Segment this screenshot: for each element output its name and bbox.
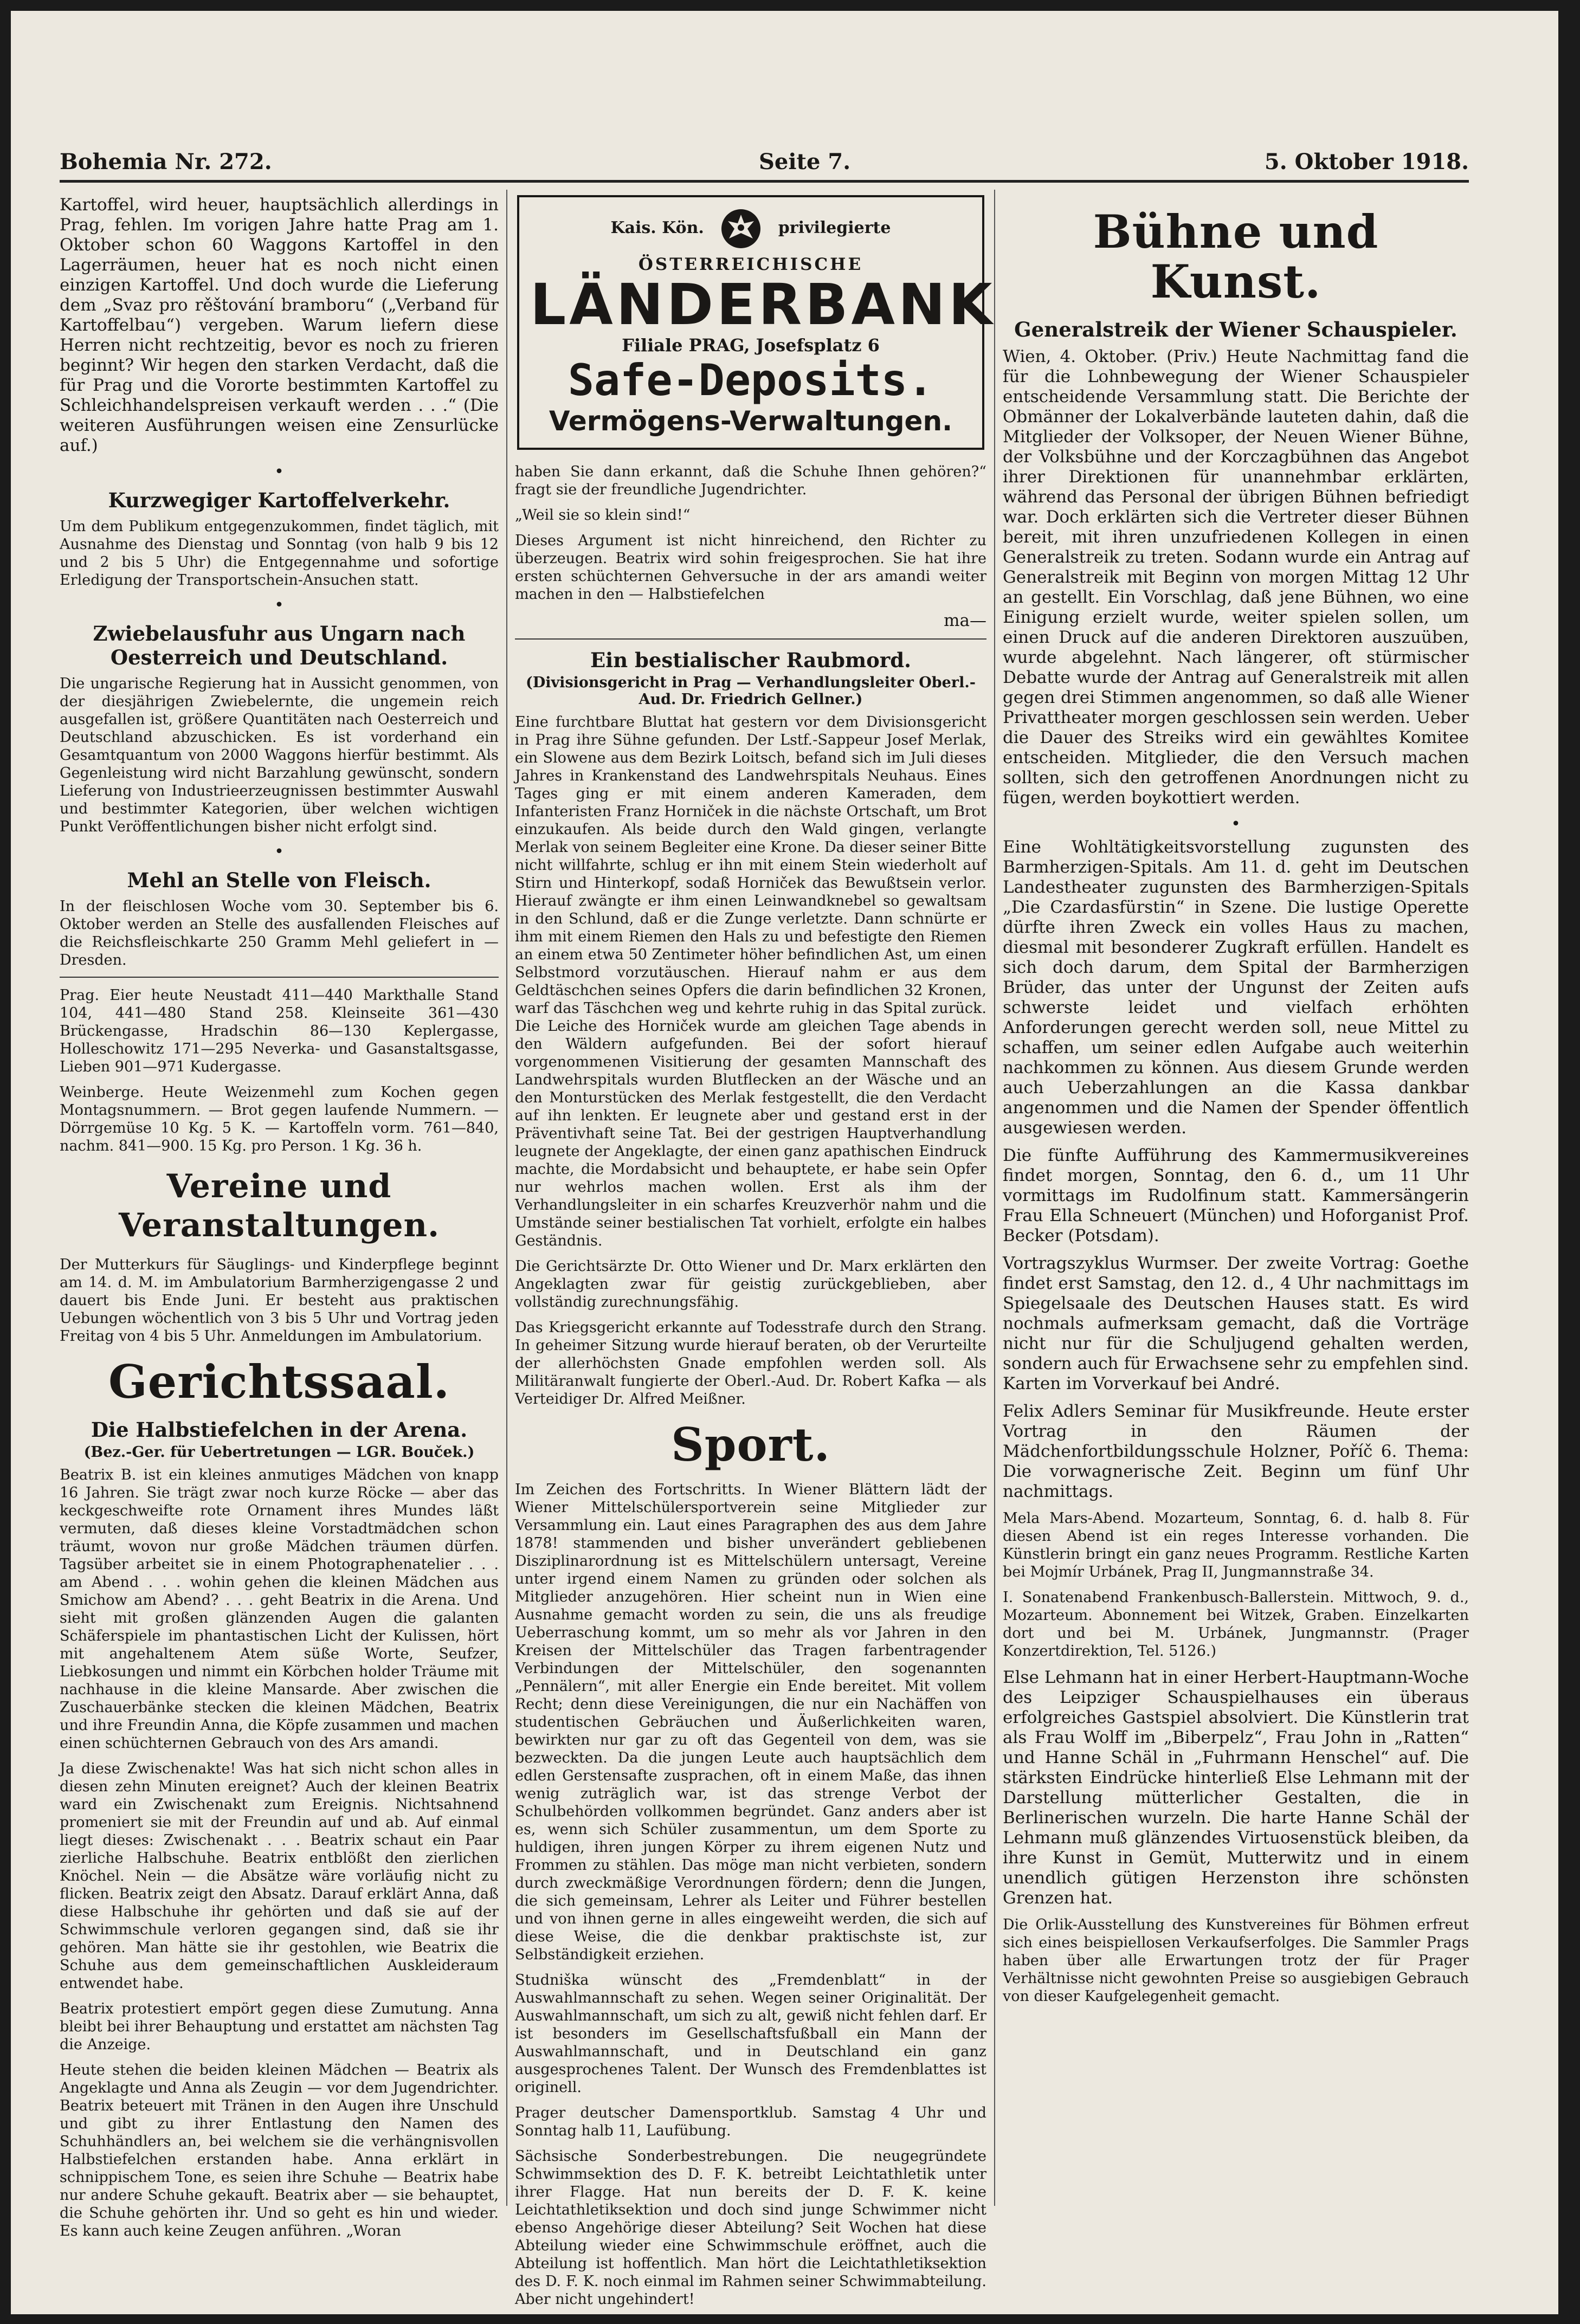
article-text: Das Kriegsgericht erkannte auf Todesstrafe durch den Strang. In geheimer Sitzung wurde hierauf beraten, ob der Verurteilte der allerhöchsten Gnade empfohlen werden soll. Als Militäranwalt fungierte der Oberl.-Aud. Dr. Robert Kafka — als Verteidiger Dr. Alfred Meißner. [515,1319,986,1408]
article-heading: Zwiebelausfuhr aus Ungarn nach Oesterreich und Deutschland. [93,622,466,669]
separator-dot: • [274,842,284,861]
article-text: Die ungarische Regierung hat in Aussicht genommen, von der diesjährigen Zwiebelernte, die ungemein reich ausgefallen ist, größere Quantitäten nach Oesterreich und Deutschland abzuschicken. Es ist vorderhand ein Gesamtquantum von 2000 Waggons hierfür bestimmt. Als Gegenleistung wird nicht Barzahlung gewünscht, sondern Lieferung von Industrieerzeugnissen bestimmter Auswahl und bestimmter Kategorien, über welchen wichtigen Punkt Veröffentlichungen bisher nicht erfolgt sind. [60,675,499,835]
article-text: Wien, 4. Oktober. (Priv.) Heute Nachmittag fand die für die Lohnbewegung der Wiener Schauspieler entscheidende Versammlung statt. Die Berichte der Obmänner der Lokalverbände lauteten dahin, daß die Mitglieder der Volksoper, der Neuen Wiener Bühne, der Volksbühne und der Korczagbühnen das Angebot ihrer Direktionen für unannehmbar erklärten, während das Personal der übrigen Bühnen befriedigt war. Doch erklärten sich die Vertreter dieser Bühnen bereit, mit ihren unzufriedenen Kollegen in einen Generalstreik zu treten. Sodann wurde ein Antrag auf Generalstreik mit Beginn von morgen Mittag 12 Uhr an gestellt. Ein Vorschlag, daß jene Bühnen, wo eine Einigung erzielt wurde, weiter spielen sollen, um einen Druck auf die anderen Direktoren auszuüben, wurde abgelehnt. Nach längerer, oft stürmischer Debatte wurde der Antrag auf Generalstreik mit allen gegen drei Stimmen angenommen, so daß alle Wiener Privattheater morgen geschlossen sein werden. Ueber die Dauer des Streiks wird ein gewähltes Komitee entscheiden. Mitglieder, die den Versuch machen sollten, sich den getroffenen Anordnungen nicht zu fügen, werden boykottiert werden. [1003,347,1469,808]
ad-text: privilegierte [778,218,891,237]
article-text: Vortragszyklus Wurmser. Der zweite Vortrag: Goethe findet erst Samstag, den 12. d., 4 Uhr nachmittags im Spiegelsaale des Deutschen Hauses statt. Es wird nochmals aufmerksam gemacht, daß die Vorträge nicht nur für die Schuljugend gehalten werden, sondern auch für Erwachsene sehr zu empfehlen sind. Karten im Vorverkauf bei André. [1003,1254,1469,1393]
article-text: Weinberge. Heute Weizenmehl zum Kochen gegen Montagsnummern. — Brot gegen laufende Nummern. — Dörrgemüse 10 Kg. 5 K. — Kartoffeln vorm. 761—840, nachm. 841—900. 15 Kg. pro Person. 1 Kg. 36 h. [60,1084,499,1154]
article-text: I. Sonatenabend Frankenbusch-Ballerstein. Mittwoch, 9. d., Mozarteum. Abonnement bei Witzek, Graben. Einzelkarten dort und bei M. Urbánek, Jungmannstr. (Prager Konzertdirektion, Tel. 5126.) [1003,1589,1469,1660]
article-text: Der Mutterkurs für Säuglings- und Kinderpflege beginnt am 14. d. M. im Ambulatorium Barmherzigengasse 2 und dauert bis Ende Juni. Er besteht aus praktischen Uebungen wöchentlich von 3 bis 5 Uhr und Vortrag jeden Freitag von 4 bis 5 Uhr. Anmeldungen im Ambulatorium. [60,1256,499,1345]
article-text: haben Sie dann erkannt, daß die Schuhe Ihnen gehören?“ fragt sie der freundliche Jugendrichter. [515,463,986,498]
article-text: Um dem Publikum entgegenzukommen, findet täglich, mit Ausnahme des Dienstag und Sonntag (von halb 9 bis 12 und 2 bis 5 Uhr) die Entgegennahme und sofortige Erledigung der Transportschein-Ansuchen statt. [60,518,499,589]
eagle-emblem-icon [719,207,763,250]
ad-bank-name: LÄNDERBANK [530,272,996,338]
article-text: Eine furchtbare Bluttat hat gestern vor dem Divisionsgericht in Prag ihre Sühne gefunden. Der Lstf.-Sappeur Josef Merlak, ein Slowene aus dem Bezirk Loitsch, befand sich im Juli dieses Jahres in Krankenstand des Landwehrspitals Neuhaus. Eines Tages ging er mit einem anderen Kameraden, dem Infanteristen Franz Horniček in die nächste Ortschaft, um Brot einzukaufen. Als beide durch den Wald gingen, verlangte Merlak von seinem Begleiter eine Krone. Da dieser seiner Bitte nicht willfahrte, schlug er ihn mit einem Stein wiederholt auf Stirn und Hinterkopf, sodaß Horniček das Bewußtsein verlor. Hierauf zwängte er ihm einen Leinwandknebel so gewaltsam in den Schlund, daß er die Zunge verletzte. Dann schnürte er ihm mit einem Riemen den Hals zu und befestigte den Riemen an einem etwa 50 Zentimeter höher befindlichen Ast, um einen Selbstmord vorzutäuschen. Hierauf nahm er aus dem Geldtäschchen seines Opfers die darin befindlichen 32 Kronen, warf das Täschchen weg und kehrte ruhig in das Spital zurück. Die Leiche des Horniček wurde am gleichen Tage abends in den Wäldern aufgefunden. Bei der sofort hierauf vorgenommenen Visitierung der gesamten Mannschaft des Landwehrspitals wurden Blutflecken an der Wäsche und an den Monturstücken des Merlak festgestellt, die den Verdacht auf ihn lenkten. Er leugnete aber und gestand erst in der Präventivhaft seine Tat. Bei der gestrigen Hauptverhandlung leugnete der Angeklagte, der einen ganz apathischen Eindruck machte, die Mordabsicht und behauptete, er habe sein Opfer nur wehrlos machen wollen. Erst als ihm der Verhandlungsleiter in ein scharfes Kreuzverhör nahm und die Umstände seiner bestialischen Tat vorhielt, erfolgte ein halbes Geständnis. [515,714,986,1249]
article-byline: (Divisionsgericht in Prag — Verhandlungsleiter Oberl.-Aud. Dr. Friedrich Gellner.) [526,674,976,708]
newspaper-page [11,11,1558,2314]
article-text: Heute stehen die beiden kleinen Mädchen — Beatrix als Angeklagte und Anna als Zeugin — vor dem Jugendrichter. Beatrix beteuert mit Tränen in den Augen ihre Unschuld und gibt zu ihrer Entlastung den Namen des Schuhhändlers an, bei welchem sie die verhängnisvollen Halbstiefelchen erstanden habe. Anna erklärt in schnippischem Tone, es seien ihre Schuhe — Beatrix habe nur andere Schuhe gekauft. Beatrix aber — sie behauptet, die Schuhe gehörten ihr. Und so geht es hin und wieder. Es kann auch keine Zeugen anführen. „Woran [60,2062,499,2239]
bank-advertisement [517,195,996,450]
article-signature: ma— [944,611,986,630]
section-title: Vereine und Veranstaltungen. [118,1167,440,1244]
article-text: Dieses Argument ist nicht hinreichend, den Richter zu überzeugen. Beatrix wird sohin freigesprochen. Sie hat ihre ersten schüchternen Gehversuche in der ars amandi weiter machen in den — Halbstiefelchen [515,532,986,603]
article-text: „Weil sie so klein sind!“ [515,507,691,524]
article-text: Beatrix B. ist ein kleines anmutiges Mädchen von knapp 16 Jahren. Sie trägt zwar noch kurze Röcke — aber das keckgeschweifte rote Ornament ihres Mundes läßt vermuten, daß dieses kleine Vorstadtmädchen schon träumt, wovon nur große Mädchen träumen dürfen. Tagsüber arbeitet sie in einem Photographenatelier . . . am Abend . . . wohin gehen die kleinen Mädchen aus Smichow am Abend? . . . geht Beatrix in die Arena. Und sieht mit großen glänzenden Augen die galanten Schäferspiele im phantastischen Licht der Kulissen, hört mit angehaltenem Atem süße Worte, Seufzer, Liebkosungen und nimmt ein Körbchen holder Träume mit nachhause in die kleine Mansarde. Aber zwischen die Zuschauerbänke stecken die kleinen Mädchen, Beatrix und ihre Freundin Anna, die Köpfe zusammen und machen einen schüchternen Gebrauch von des Ars amandi. [60,1467,499,1752]
separator-dot: • [274,462,284,481]
section-title: Gerichtssaal. [108,1355,450,1409]
header-page-number: Seite 7. [759,149,851,175]
divider-line [60,977,499,978]
article-text: Die Orlik-Ausstellung des Kunstvereines für Böhmen erfreut sich eines beispiellosen Verkaufserfolges. Die Sammler Prags haben über alle Erwartungen trotz der für Prager Verhältnisse nicht gewohnten Preise so ausgiebigen Gebrauch von dieser Kaufgelegenheit gemacht. [1003,1916,1469,2005]
ad-address: Filiale PRAG, Josefsplatz 6 [622,335,880,356]
ad-text: Kais. Kön. [610,218,704,237]
article-byline: (Bez.-Ger. für Uebertretungen — LGR. Bouček.) [83,1444,475,1461]
article-text: Sächsische Sonderbestrebungen. Die neugegründete Schwimmsektion des D. F. K. betreibt Leichtathletik unter ihrer Flagge. Hat nun bereits der D. F. K. keine Leichtathletiksektion und doch sind junge Schwimmer nicht ebenso Angehörige dieser Abteilung? Seit Wochen hat diese Abteilung wieder eine Schwimmschule eröffnet, auch die Abteilung ist hoffentlich. Man hört die Leichtathletiksektion des D. F. K. noch einmal im Rahmen seiner Schwimmabteilung. Aber nicht ungehindert! [515,2148,986,2308]
article-text: Die fünfte Aufführung des Kammermusikvereines findet morgen, Sonntag, den 6. d., um 11 Uhr vormittags im Rudolfinum statt. Kammersängerin Frau Ella Schneuert (München) und Hoforganist Prof. Becker (Potsdam). [1003,1146,1469,1245]
article-text: In der fleischlosen Woche vom 30. September bis 6. Oktober werden an Stelle des ausfallenden Fleisches auf die Reichsfleischkarte 250 Gramm Mehl geliefert in — Dresden. [60,898,499,969]
article-text: Kartoffel, wird heuer, hauptsächlich allerdings in Prag, fehlen. Im vorigen Jahre hatte Prag am 1. Oktober schon 60 Waggons Kartoffel in den Lagerräumen, heuer hat es noch nicht einen einzigen Kartoffel. Und doch wurde die Lieferung dem „Svaz pro rěštování bramboru“ („Verband für Kartoffelbau“) vergeben. Warum liefern diese Herren nicht rechtzeitig, bevor es noch zu frieren beginnt? Wir hegen den starken Verdacht, daß die für Prag und die Vororte bestimmten Kartoffel zu Schleichhandelspreisen verkauft werden . . .“ (Die weiteren Ausführungen weisen eine Zensurlücke auf.) [60,195,499,455]
header-rule [60,180,1469,183]
page-header [60,149,1469,182]
article-text: Studniška wünscht des „Fremdenblatt“ in der Auswahlmannschaft zu sehen. Wegen seiner Originalität. Der Auswahlmannschaft, um sich zu alt, gewiß nicht fehlen darf. Er ist besonders im Gesellschaftsfußball ein Mann der Auswahlmannschaft, und in Deutschland ein ganz ausgesprochenes Talent. Der Wunsch des Fremdenblattes ist originell. [515,1972,986,2096]
header-paper-issue: Bohemia Nr. 272. [60,149,272,175]
article-text: Die Gerichtsärzte Dr. Otto Wiener und Dr. Marx erklärten den Angeklagten zwar für geistig zurückgeblieben, aber vollständig zurechnungsfähig. [515,1258,986,1311]
article-text: Mela Mars-Abend. Mozarteum, Sonntag, 6. d. halb 8. Für diesen Abend ist ein reges Interesse vorhanden. Die Künstlerin bringt ein ganz neues Programm. Restliche Karten bei Mojmír Urbánek, Prag II, Jungmannstraße 34. [1003,1510,1469,1580]
article-heading: Generalstreik der Wiener Schauspieler. [1014,318,1458,341]
article-text: Beatrix protestiert empört gegen diese Zumutung. Anna bleibt bei ihrer Behauptung und erstattet am nächsten Tag die Anzeige. [60,2000,499,2053]
article-heading: Die Halbstiefelchen in der Arena. [91,1418,468,1442]
article-heading: Mehl an Stelle von Fleisch. [127,868,431,892]
separator-dot: • [1231,815,1241,834]
column-right [1003,195,1469,2233]
divider-line [515,638,986,640]
article-text: Im Zeichen des Fortschritts. In Wiener Blättern lädt der Wiener Mittelschülersportverein seine Mitglieder zur Versammlung ein. Laut eines Paragraphen des aus dem Jahre 1878! stammenden und bisher unverändert gebliebenen Disziplinarordnung ist es Mittelschülern untersagt, Vereine unter irgend einem Namen zu gründen oder solchen als Mitglieder anzugehören. Hier scheint nun in Wien eine Ausnahme gemacht worden zu sein, die uns als freudige Ueberraschung kommt, um so mehr als vor Jahren in den Kreisen der Mittelschüler das Tragen farbentragender Verbindungen der Mittelschüler, den sogenannten „Pennälern“, mit aller Energie ein Ende bereitet. Mit vollem Recht; denn diese Vereinigungen, die nur ein Nachäffen von studentischen Gebräuchen und Äußerlichkeiten waren, bewirkten nur gar zu oft das Gegenteil von dem, was sie bezweckten. Da die jungen Leute auch hauptsächlich dem edlen Gerstensafte zusprachen, oft in einem Maße, das ihnen wenig zuträglich war, ist das strenge Verbot der Schulbehörden vollkommen begründet. Ganz anders aber ist es, wenn sich Schüler zusammentun, um dem Sporte zu huldigen, ihren jungen Körper zu ihrem eigenen Nutz und Frommen zu stählen. Das möge man nicht verbieten, sondern durch zweckmäßige Verordnungen fördern; denn die Jungen, die sich gemeinsam, Lehrer als Leiter und Führer bestellen und von ihnen gerne in alles eingeweiht werden, die sich auf diese Weise, die die denkbar praktischste ist, zur Selbständigkeit erziehen. [515,1481,986,1963]
section-title: Sport. [671,1418,830,1471]
section-title: Bühne und Kunst. [1093,205,1379,308]
column-middle [515,195,996,2308]
ad-text: ÖSTERREICHISCHE [638,255,863,274]
header-date: 5. Oktober 1918. [1264,149,1469,175]
article-text: Else Lehmann hat in einer Herbert-Hauptmann-Woche des Leipziger Schauspielhauses ein überaus erfolgreiches Gastspiel absolviert. Die Künstlerin trat als Frau Wolff im „Biberpelz“, Frau John in „Ratten“ und Hanne Schäl in „Fuhrmann Henschel“ auf. Die stärksten Eindrücke hinterließ Else Lehmann mit der Darstellung mütterlicher Gestalten, die in Berlinerischen wurzeln. Die harte Hanne Schäl der Lehmann muß glänzendes Virtuosenstück bleiben, da ihre Kunst in Gemüt, Mutterwitz und in einem unendlich gütigen Herzenston ihre schönsten Grenzen hat. [1003,1668,1469,1908]
article-heading: Ein bestialischer Raubmord. [590,648,912,672]
column-divider [994,190,995,2206]
article-text: Ja diese Zwischenakte! Was hat sich nicht schon alles in diesen zehn Minuten ereignet? Auch der kleinen Beatrix ward ein Zwischenakt zum Ereignis. Nichtsahnend promeniert sie mit der Freundin auf und ab. Auf einmal liegt dieses: Zwischenakt . . . Beatrix schaut ein Paar zierliche Halbschuhe. Beatrix entblößt den zierlichen Knöchel. Nein — die Absätze wäre vorläufig nicht zu flicken. Beatrix zeigt den Absatz. Darauf erklärt Anna, daß diese Halbschuhe ihr gehörten und daß sie auf der Schwimmschule verloren gegangen sind, daß sie ihr gehören. Man hätte sie ihr gestohlen, wie Beatrix die Schuhe aus dem gemeinschaftlichen Auskleideraum entwendet habe. [60,1760,499,1992]
article-text: Prager deutscher Damensportklub. Samstag 4 Uhr und Sonntag halb 11, Laufübung. [515,2104,986,2139]
article-text: Prag. Eier heute Neustadt 411—440 Markthalle Stand 104, 441—480 Stand 258. Kleinseite 361—430 Brückengasse, Hradschin 86—130 Keplergasse, Holleschowitz 171—295 Neverka- und Gasanstaltsgasse, Lieben 901—971 Kudergasse. [60,987,499,1075]
column-left [60,195,499,2239]
ad-tagline: Vermögens-Verwaltungen. [549,405,953,437]
ad-headline: Safe-Deposits. [567,355,934,405]
separator-dot: • [274,596,284,615]
column-divider [506,190,507,2206]
article-text: Eine Wohltätigkeitsvorstellung zugunsten des Barmherzigen-Spitals. Am 11. d. geht im Deutschen Landestheater zugunsten des Barmherzigen-Spitals „Die Czardasfürstin“ in Szene. Die lustige Operette dürfte ihren Zweck ein volles Haus zu machen, diesmal mit besonderer Zugkraft erfüllen. Handelt es sich doch darum, dem Spital der Barmherzigen Brüder, das unter der Ungunst der Zeiten aufs schwerste leidet und vielfach erhöhten Anforderungen gerecht werden soll, neue Mittel zu schaffen, um seiner edlen Aufgabe auch weiterhin nachkommen zu können. Aus diesem Grunde werden auch Ueberzahlungen an die Kassa dankbar angenommen und die Namen der Spender öffentlich ausgewiesen werden. [1003,837,1469,1138]
article-text: Felix Adlers Seminar für Musikfreunde. Heute erster Vortrag in den Räumen der Mädchenfortbildungsschule Holzner, Poříč 6. Thema: Die vorwagnerische Zeit. Beginn um fünf Uhr nachmittags. [1003,1402,1469,1501]
article-heading: Kurzwegiger Kartoffelverkehr. [108,488,450,512]
